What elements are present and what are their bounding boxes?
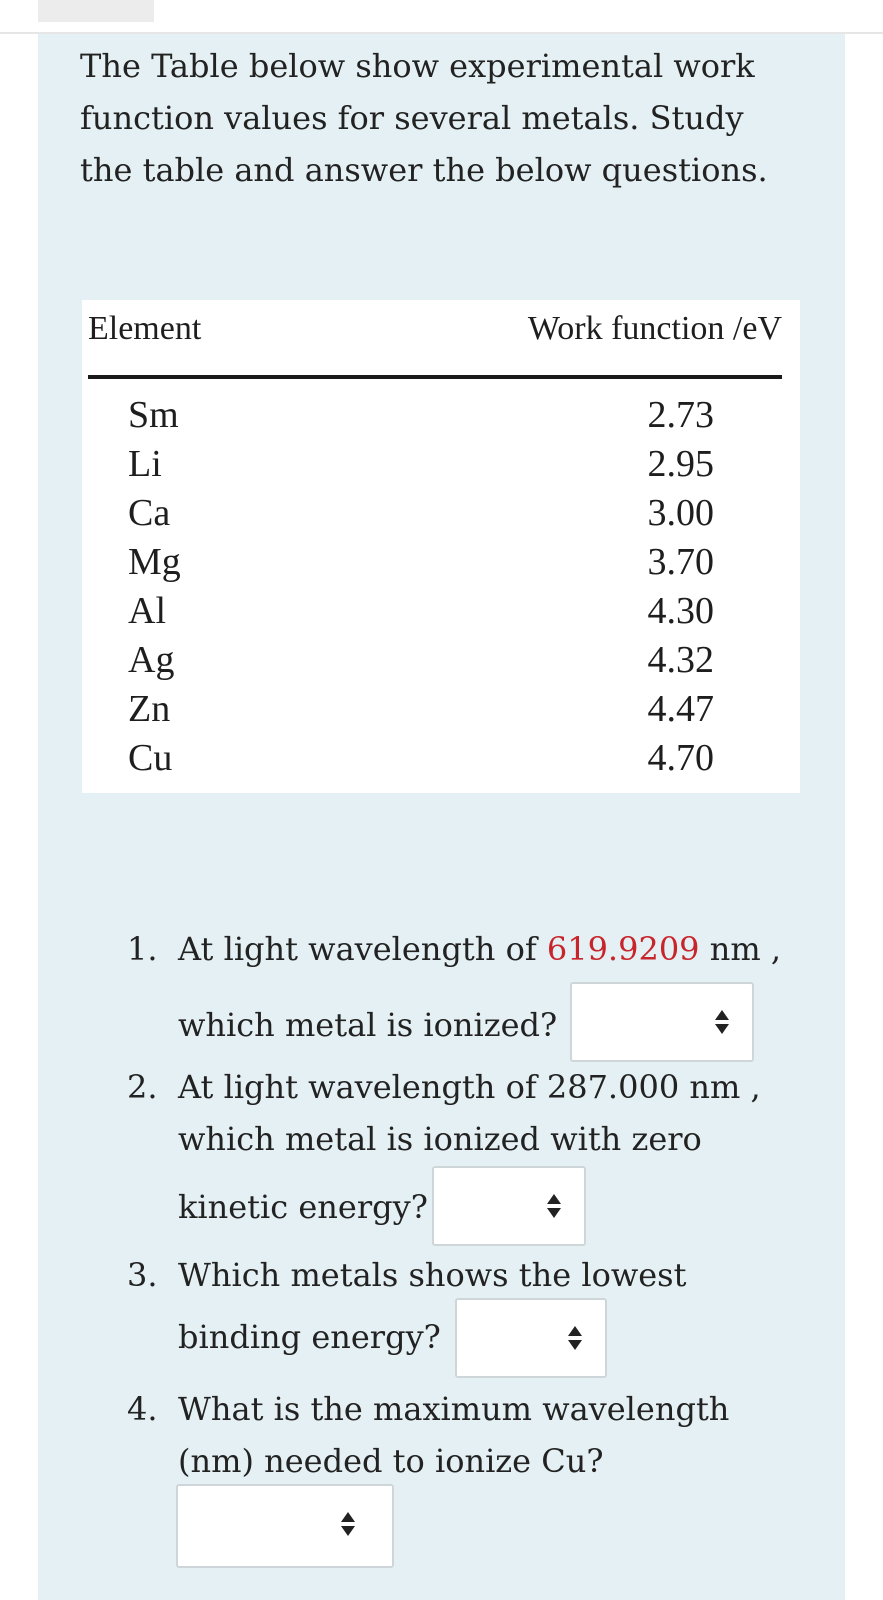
answer-select-1[interactable] xyxy=(570,982,754,1062)
table-row xyxy=(82,635,800,685)
intro-line-3: the table and answer the below questions. xyxy=(80,151,768,189)
question-2-line-2: which metal is ionized with zero xyxy=(178,1120,702,1158)
header-rule xyxy=(88,375,782,379)
up-down-caret-icon xyxy=(546,1192,562,1220)
value-cell: 4.30 xyxy=(647,590,714,632)
question-4-line-2: (nm) needed to ionize Cu? xyxy=(178,1442,604,1480)
intro-line-1: The Table below show experimental work xyxy=(80,47,755,85)
table-row xyxy=(82,684,800,734)
up-down-caret-icon xyxy=(567,1324,583,1352)
value-cell: 4.47 xyxy=(647,688,714,730)
question-number: 1. xyxy=(127,930,158,968)
question-1-line-1 xyxy=(178,930,781,968)
table-row xyxy=(82,537,800,587)
top-tab-placeholder xyxy=(38,0,154,22)
element-cell: Mg xyxy=(128,541,181,583)
table-row xyxy=(82,390,800,440)
element-cell: Ca xyxy=(128,492,171,534)
highlighted-wavelength: 619.9209 xyxy=(546,930,700,968)
value-cell: 2.95 xyxy=(647,443,714,485)
question-number: 4. xyxy=(127,1390,158,1428)
question-panel xyxy=(38,34,845,1600)
intro-text xyxy=(80,40,800,196)
question-2-line-1: At light wavelength of 287.000 nm , xyxy=(178,1068,761,1106)
table-row xyxy=(82,488,800,538)
up-down-caret-icon xyxy=(340,1510,356,1538)
table-row xyxy=(82,439,800,489)
element-cell: Sm xyxy=(128,394,179,436)
table-row xyxy=(82,733,800,783)
question-3-line-1: Which metals shows the lowest xyxy=(178,1256,687,1294)
value-cell: 2.73 xyxy=(647,394,714,436)
value-cell: 3.00 xyxy=(647,492,714,534)
question-number: 3. xyxy=(127,1256,158,1294)
answer-select-4[interactable] xyxy=(176,1484,394,1568)
question-1-suffix: nm , xyxy=(699,930,781,968)
answer-select-2[interactable] xyxy=(432,1166,586,1246)
question-2-line-3: kinetic energy? xyxy=(178,1188,428,1226)
question-4-line-1: What is the maximum wavelength xyxy=(178,1390,730,1428)
element-cell: Ag xyxy=(128,639,175,681)
element-cell: Al xyxy=(128,590,166,632)
up-down-caret-icon xyxy=(714,1008,730,1036)
header-element: Element xyxy=(88,310,202,347)
question-3-line-2: binding energy? xyxy=(178,1318,441,1356)
element-cell: Zn xyxy=(128,688,171,730)
answer-select-3[interactable] xyxy=(455,1298,607,1378)
question-1-line-2: which metal is ionized? xyxy=(178,1006,558,1044)
element-cell: Li xyxy=(128,443,162,485)
question-number: 2. xyxy=(127,1068,158,1106)
question-1-prefix: At light wavelength of xyxy=(178,930,547,968)
header-work-function: Work function /eV xyxy=(527,310,782,347)
value-cell: 4.32 xyxy=(647,639,714,681)
work-function-table xyxy=(82,300,800,793)
table-row xyxy=(82,586,800,636)
intro-line-2: function values for several metals. Study xyxy=(80,99,744,137)
value-cell: 3.70 xyxy=(647,541,714,583)
element-cell: Cu xyxy=(128,737,173,779)
value-cell: 4.70 xyxy=(647,737,714,779)
top-bar xyxy=(0,0,883,32)
